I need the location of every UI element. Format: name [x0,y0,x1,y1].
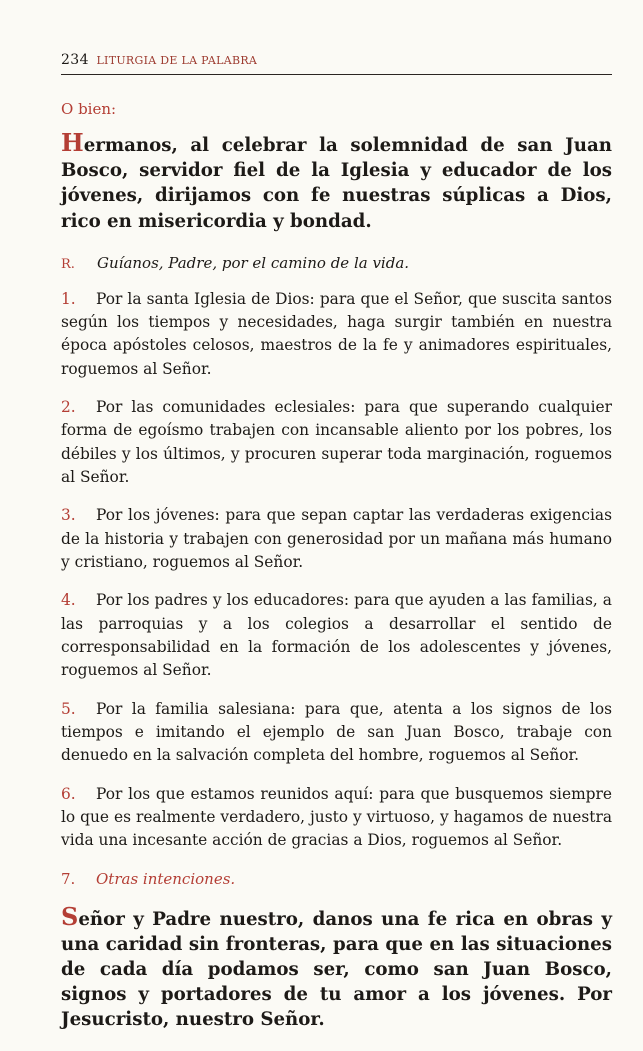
other-intentions-number: 7. [61,869,76,888]
conclusion-text: eñor y Padre nuestro, danos una fe rica en obras y una caridad sin fronteras, para que en las situaciones de cada día podamos ser, como san Juan Bosco, signos y portadores de tu amor a los jóvenes. Por Jesucristo, nuestro Señor. [61,908,612,1031]
running-header [61,50,612,75]
conclusion-initial: S [61,901,79,931]
petition-3 [61,504,612,574]
petition-1 [61,288,612,381]
invitation-initial: H [61,128,84,157]
other-intentions-text: Otras intenciones. [96,869,236,888]
page-number: 234 [61,52,89,68]
petition-number: 5. [61,699,76,718]
other-intentions-line [61,868,612,890]
petition-number: 6. [61,784,76,803]
response-text: Guíanos, Padre, por el camino de la vida. [97,254,410,272]
petition-text: Por las comunidades eclesiales: para que superando cualquier forma de egoísmo trabajen con incansable aliento por los pobres, los débiles y los últimos, y procuren superar toda marginación, roguemos al Señor. [61,398,612,486]
petition-text: Por los jóvenes: para que sepan captar las verdaderas exigencias de la historia y trabajen con generosidad por un mañana más humano y cristiano, roguemos al Señor. [61,506,612,571]
petition-number: 4. [61,591,76,610]
petition-text: Por los padres y los educadores: para que ayuden a las familias, a las parroquias y a los colegios a desarrollar el sentido de corresponsabilidad en la formación de los adolescentes y jóvenes, roguemos al Señor. [61,591,612,680]
petition-number: 3. [61,506,76,525]
petition-number: 2. [61,398,76,417]
petition-text: Por los que estamos reunidos aquí: para que busquemos siempre lo que es realmente verdadero, justo y virtuoso, y hagamos de nuestra vida una incesante acción de gracias a Dios, roguemos al Señor. [61,784,612,850]
running-header-title: LITURGIA DE LA PALABRA [96,54,258,67]
petition-4 [61,589,612,682]
liturgical-page [61,50,612,1051]
petition-6 [61,783,612,853]
invitation-text: ermanos, al celebrar la solemnidad de san Juan Bosco, servidor fiel de la Iglesia y educador de los jóvenes, dirijamos con fe nuestras súplicas a Dios, rico en misericordia y bondad. [61,135,612,232]
petition-text: Por la santa Iglesia de Dios: para que el Señor, que suscita santos según los tiempos y necesidades, haga surgir también en nuestra época apóstoles celosos, maestros de la fe y animadores espirituales, roguemos al Señor. [61,290,612,378]
invitation-paragraph [61,130,612,234]
petition-text: Por la familia salesiana: para que, atenta a los signos de los tiempos e imitando el ejemplo de san Juan Bosco, trabaje con denuedo en la salvación completa del hombre, roguemos al Señor. [61,699,612,765]
petition-2 [61,396,612,489]
petition-number: 1. [61,290,76,308]
response-sign: R. [61,257,75,272]
alternative-label: O bien: [61,100,117,118]
petition-5 [61,698,612,768]
response-line [61,252,612,276]
concluding-prayer [61,901,612,1033]
